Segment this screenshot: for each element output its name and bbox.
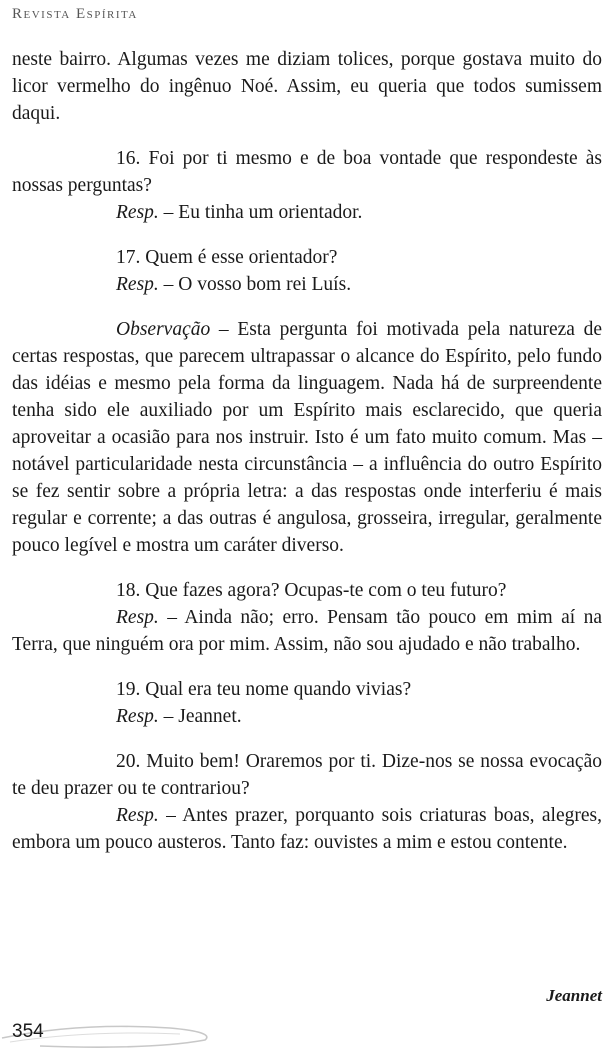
answer-18 [12,604,602,658]
observation-label: Observação [116,319,211,340]
answer-17 [12,271,602,298]
answer-text: – Jeannet. [158,706,242,727]
question-text: 17. Quem é esse orientador? [116,247,338,268]
answer-20 [12,802,602,856]
answer-16 [12,199,602,226]
paragraph-text: neste bairro. Algumas vezes me diziam tolices, porque gostava muito do licor vermelho do ingênuo Noé. Assim, eu queria que todos sumissem daqui. [12,49,602,124]
resp-label: Resp. [116,706,159,727]
question-18 [12,577,602,604]
answer-text: – Eu tinha um orientador. [158,202,363,223]
question-text: 20. Muito bem! Oraremos por ti. Dize-nos se nossa evocação te deu prazer ou te contrariou? [12,751,602,799]
resp-label: Resp. [116,805,159,826]
question-17 [12,244,602,271]
resp-label: Resp. [116,607,159,628]
question-text: 18. Que fazes agora? Ocupas-te com o teu futuro? [116,580,507,601]
answer-text: – O vosso bom rei Luís. [158,274,352,295]
question-16 [12,145,602,199]
running-header: Revista Espírita [12,6,138,22]
answer-text: – Ainda não; erro. Pensam tão pouco em mim aí na Terra, que ninguém ora por mim. Assim, não sou ajudado e não trabalho. [12,607,602,655]
observation-text: – Esta pergunta foi motivada pela natureza de certas respostas, que parecem ultrapassar o alcance do Espírito, pelo fundo das idéias e mesmo pela forma da linguagem. Nada há de surpreendente tenha sido ele auxiliado por um Espírito mais esclarecido, que queria aproveitar a ocasião para nos instruir. Isto é um fato muito comum. Mas – notável particularidade nesta circunstância – a influência do outro Espírito se fez sentir sobre a própria letra: a das respostas onde interferiu é mais regular e corrente; a das outras é angulosa, grosseira, irregular, geralmente pouco legível e mostra um caráter diverso. [12,319,602,556]
question-20 [12,748,602,802]
signature: Jeannet [546,986,602,1005]
question-text: 16. Foi por ti mesmo e de boa vontade que respondeste às nossas perguntas? [12,148,602,196]
answer-text: – Antes prazer, porquanto sois criaturas boas, alegres, embora um pouco austeros. Tanto faz: ouvistes a mim e estou contente. [12,805,602,853]
page-body [12,46,602,856]
question-19 [12,676,602,703]
answer-19 [12,703,602,730]
resp-label: Resp. [116,274,159,295]
paragraph-continuation [12,46,602,127]
resp-label: Resp. [116,202,159,223]
page-number: 354 [12,1021,44,1042]
observation-paragraph [12,316,602,559]
question-text: 19. Qual era teu nome quando vivias? [116,679,412,700]
